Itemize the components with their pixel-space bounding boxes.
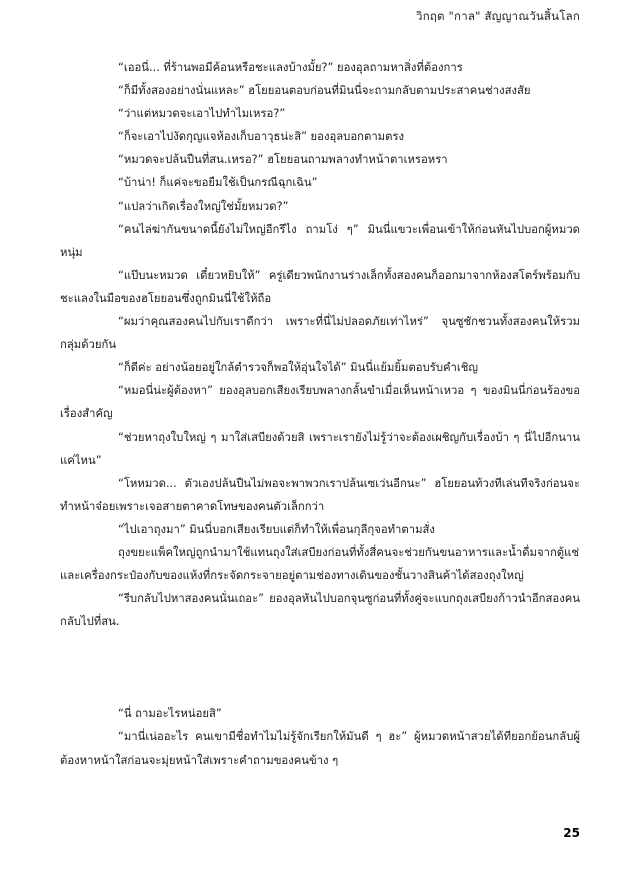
paragraph: “มานี่เน่ออะไร คนเขามีชื่อทำไมไม่รู้จักเรียกให้มันดี ๆ ฮะ” ผู้หมวดหน้าสวยได้ทียอกย้อนกลับผู้ต้องหาหน้าใสก่อนจะมุ่ยหน้าใส่เพราะคำถามของคนข้าง ๆ [60, 730, 580, 767]
paragraph: “โหหมวด... ตัวเองปล้นปืนไม่พอจะพาพวกเราปล้นเซเว่นอีกนะ” ฮโยยอนท้วงทีเล่นทีจริงก่อนจะทำหน้าจ๋อยเพราะเจอสายตาคาดโทษของคนตัวเล็กกว่า [60, 476, 580, 513]
paragraph: “ผมว่าคุณสองคนไปกับเราดีกว่า เพราะที่นี่ไม่ปลอดภัยเท่าไหร่” จุนซูชักชวนทั้งสองคนให้รวมกลุ่มด้วยกัน [60, 315, 580, 352]
paragraph: “ก็ดีค่ะ อย่างน้อยอยู่ใกล้ตำรวจก็พอให้อุ่นใจได้” มินนี่แย้มยิ้มตอบรับคำเชิญ [118, 361, 479, 375]
paragraph: “คนไล่ฆ่ากันขนาดนี้ยังไม่ใหญ่อีกรึไง ถามโง่ ๆ” มินนี่แขวะเพื่อนเข้าให้ก่อนหันไปบอกผู้หมวดหนุ่ม [60, 222, 580, 259]
page-number: 25 [563, 826, 580, 840]
paragraph: “หมวดจะปล้นปืนที่สน.เหรอ?” ฮโยยอนถามพลางทำหน้าตาเหรอหรา [118, 153, 448, 167]
paragraph: “ก็มีทั้งสองอย่างนั่นแหละ” ฮโยยอนตอบก่อนที่มินนี่จะถามกลับตามประสาคนช่างสงสัย [118, 84, 531, 98]
paragraph: “เออนี่... ที่ร้านพอมีค้อนหรือชะแลงบ้างมั้ย?” ยองอุลถามหาสิ่งที่ต้องการ [118, 61, 463, 74]
paragraph: “ก็จะเอาไปงัดกุญแจห้องเก็บอาวุธน่ะสิ” ยองอุลบอกตามตรง [118, 130, 405, 144]
paragraph: “นี่ ถามอะไรหน่อยสิ” [118, 707, 222, 721]
paragraph: “บ้าน่า! ก็แค่จะขอยืมใช้เป็นกรณีฉุกเฉิน” [118, 176, 318, 190]
paragraph: “แปลว่าเกิดเรื่องใหญ่ใช่มั้ยหมวด?” [118, 199, 289, 213]
paragraph: “ว่าแต่หมวดจะเอาไปทำไมเหรอ?” [118, 107, 286, 121]
paragraph: ถุงขยะแพ็คใหญ่ถูกนำมาใช้แทนถุงใส่เสบียงก่อนที่ทั้งสี่คนจะช่วยกันขนอาหารและน้ำดื่มจากตู้แช่และเครื่องกระป๋องกับของแห้งที่กระจัดกระจายอยู่ตามช่องทางเดินของชั้นวางสินค้าได้สองถุงใหญ่ [60, 545, 580, 583]
body-text [60, 56, 580, 772]
paragraph: “หมอนี่น่ะผู้ต้องหา” ยองอุลบอกเสียงเรียบพลางกลั้นขำเมื่อเห็นหน้าเหวอ ๆ ของมินนี่ก่อนร้องขอเรื่องสำคัญ [60, 384, 580, 421]
paragraph: “ช่วยหาถุงใบใหญ่ ๆ มาใส่เสบียงด้วยสิ เพราะเรายังไม่รู้ว่าจะต้องเผชิญกับเรื่องบ้า ๆ นี่ไปอีกนานแค่ไหน” [60, 430, 580, 467]
paragraph: “แป๊บนะหมวด เดี๋ยวหยิบให้” ครู่เดียวพนักงานร่างเล็กทั้งสองคนก็ออกมาจากห้องสโตร์พร้อมกับชะแลงในมือของฮโยยอนซึ่งถูกมินนี่ใช้ให้ถือ [60, 268, 580, 305]
paragraph: “ไปเอาถุงมา” มินนี่บอกเสียงเรียบแต่ก็ทำให้เพื่อนกุลีกุจอทำตามสั่ง [118, 522, 435, 536]
running-header: วิกฤต "กาล" สัญญาณวันสิ้นโลก [416, 9, 580, 23]
paragraph: “รีบกลับไปหาสองคนนั่นเถอะ” ยองอุลหันไปบอกจุนซูก่อนที่ทั้งคู่จะแบกถุงเสบียงก้าวนำอีกสองคนกลับไปที่สน. [60, 592, 580, 629]
